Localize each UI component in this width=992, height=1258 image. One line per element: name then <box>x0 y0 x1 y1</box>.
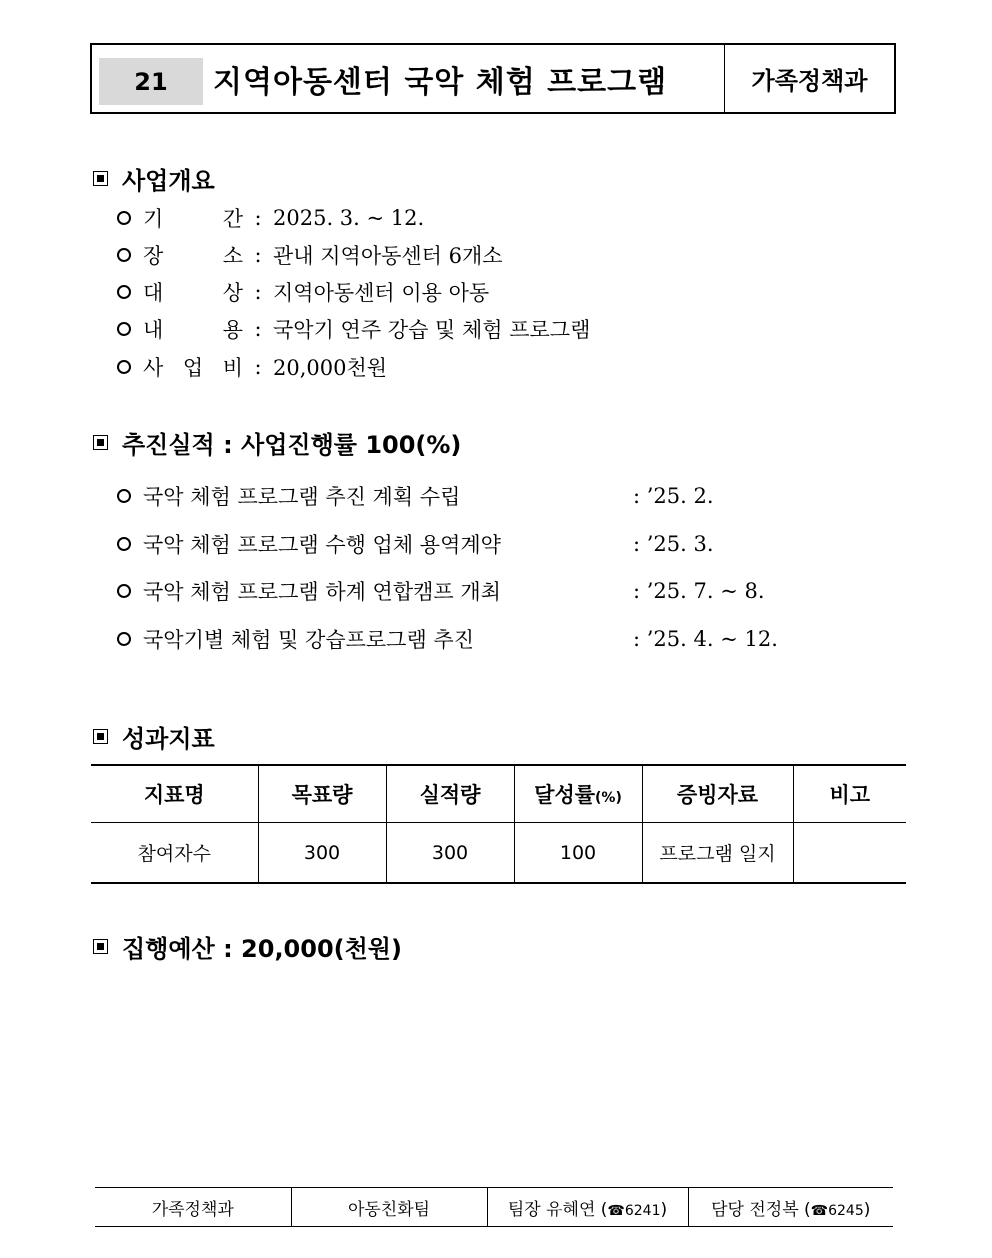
column-header: 비고 <box>793 765 906 823</box>
item-label: 대 상 <box>143 281 243 305</box>
footer-staff: 담당 전정복 (☎6245) <box>688 1188 893 1227</box>
section-overview <box>93 161 215 196</box>
footer-team: 아동친화팀 <box>291 1188 487 1227</box>
table-row <box>91 823 906 884</box>
table-cell: 프로그램 일지 <box>642 823 793 884</box>
table-cell: 300 <box>258 823 386 884</box>
square-bullet-icon <box>93 939 108 954</box>
overview-item-content: 내 용 : 국악기 연주 강습 및 체험 프로그램 <box>115 314 590 344</box>
column-header: 달성률(%) <box>514 765 642 823</box>
overview-item-period: 기 간 : 2025. 3. ~ 12. <box>115 203 424 233</box>
overview-item-target: 대 상 : 지역아동센터 이용 아동 <box>115 277 489 307</box>
section-performance <box>93 719 215 754</box>
progress-text: 국악기별 체험 및 강습프로그램 추진 <box>143 628 474 652</box>
column-header: 목표량 <box>258 765 386 823</box>
table-header-row <box>91 765 906 823</box>
section-heading: 사업개요 <box>122 167 215 195</box>
phone-icon: ☎6245 <box>810 1202 864 1219</box>
circle-bullet-icon <box>117 322 131 336</box>
progress-text: 국악 체험 프로그램 수행 업체 용역계약 <box>143 533 501 557</box>
footer-department: 가족정책과 <box>95 1188 291 1227</box>
section-heading: 추진실적 : 사업진행률 100(%) <box>122 431 462 459</box>
progress-item <box>115 624 778 654</box>
column-header: 지표명 <box>91 765 258 823</box>
footer-leader: 팀장 유혜연 (☎6241) <box>487 1188 688 1227</box>
page-title: 지역아동센터 국악 체험 프로그램 <box>213 65 668 100</box>
section-progress <box>93 425 461 460</box>
progress-date: : ’25. 4. ~ 12. <box>633 627 778 651</box>
item-value: 관내 지역아동센터 6개소 <box>273 244 503 268</box>
column-header: 실적량 <box>386 765 514 823</box>
item-label: 장 소 <box>143 244 243 268</box>
progress-text: 국악 체험 프로그램 추진 계획 수립 <box>143 485 461 509</box>
header-department: 가족정책과 <box>751 67 868 95</box>
circle-bullet-icon <box>117 360 131 374</box>
item-label: 기 간 <box>143 207 243 231</box>
circle-bullet-icon <box>117 489 131 503</box>
item-number: 21 <box>99 58 203 105</box>
item-label: 내 용 <box>143 318 243 342</box>
circle-bullet-icon <box>117 285 131 299</box>
circle-bullet-icon <box>117 632 131 646</box>
square-bullet-icon <box>93 435 108 450</box>
square-bullet-icon <box>93 729 108 744</box>
circle-bullet-icon <box>117 537 131 551</box>
item-value: 지역아동센터 이용 아동 <box>273 281 490 305</box>
item-label: 사 업 비 <box>143 356 243 380</box>
item-value: 국악기 연주 강습 및 체험 프로그램 <box>273 318 591 342</box>
table-cell: 100 <box>514 823 642 884</box>
item-value: 20,000천원 <box>273 356 388 380</box>
table-cell: 300 <box>386 823 514 884</box>
overview-item-place: 장 소 : 관내 지역아동센터 6개소 <box>115 240 503 270</box>
table-cell <box>793 823 906 884</box>
circle-bullet-icon <box>117 248 131 262</box>
section-heading: 성과지표 <box>122 725 215 753</box>
overview-item-budget: 사 업 비 : 20,000천원 <box>115 352 387 382</box>
progress-item <box>115 529 714 559</box>
column-header: 증빙자료 <box>642 765 793 823</box>
performance-table <box>91 764 906 884</box>
progress-item <box>115 481 714 511</box>
item-value: 2025. 3. ~ 12. <box>273 206 425 230</box>
circle-bullet-icon <box>117 211 131 225</box>
progress-date: : ’25. 2. <box>633 484 714 508</box>
progress-item <box>115 576 765 606</box>
title-header <box>90 43 896 114</box>
footer-contact-table <box>95 1187 893 1227</box>
square-bullet-icon <box>93 171 108 186</box>
table-row <box>95 1188 893 1227</box>
progress-date: : ’25. 3. <box>633 532 714 556</box>
progress-text: 국악 체험 프로그램 하계 연합캠프 개최 <box>143 580 501 604</box>
table-cell: 참여자수 <box>91 823 258 884</box>
circle-bullet-icon <box>117 584 131 598</box>
phone-icon: ☎6241 <box>607 1202 661 1219</box>
section-budget <box>93 929 402 964</box>
section-heading: 집행예산 : 20,000(천원) <box>122 935 402 963</box>
progress-date: : ’25. 7. ~ 8. <box>633 579 765 603</box>
